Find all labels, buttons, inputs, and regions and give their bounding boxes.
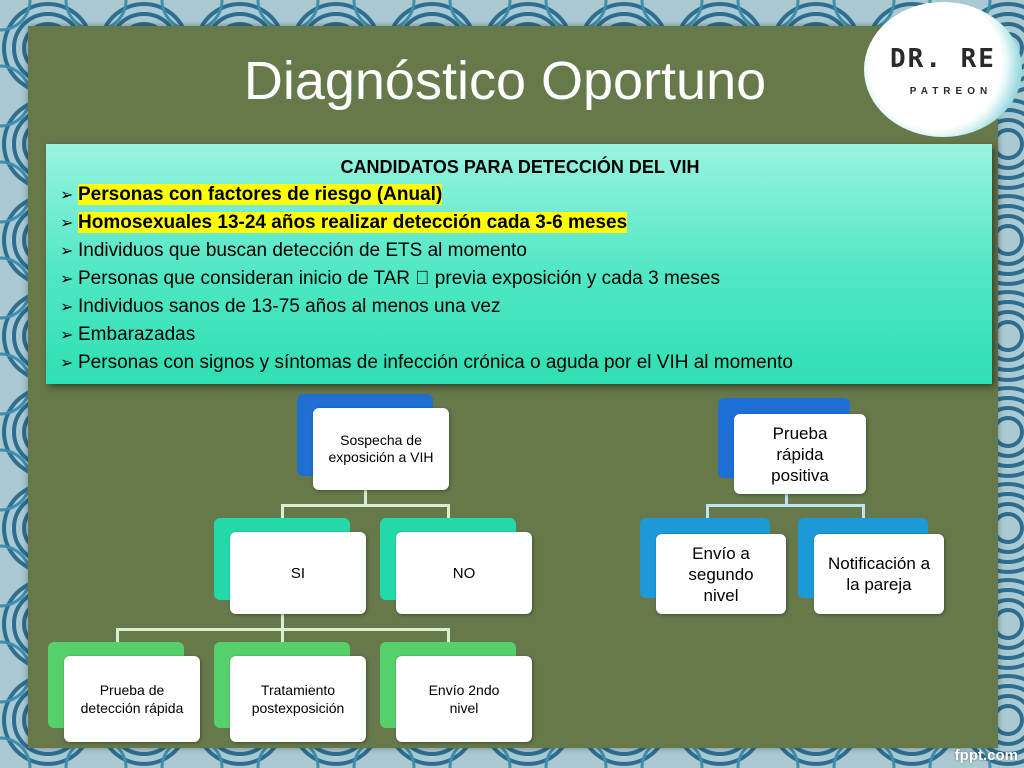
slide-panel	[28, 26, 998, 748]
arrow-bullet-icon: ➢	[60, 355, 74, 372]
logo-sub-text: PATREON	[909, 86, 993, 97]
node-second-level-referral: Envío 2ndo nivel	[380, 642, 532, 742]
node-rapid-test: Prueba de detección rápida	[48, 642, 200, 742]
candidates-heading: CANDIDATOS PARA DETECCIÓN DEL VIH	[340, 157, 700, 177]
slide-title: Diagnóstico Oportuno	[243, 51, 767, 111]
candidate-item: ➢ Personas que consideran inicio de TAR previa exposición y cada 3 meses	[60, 265, 992, 293]
flow-connector	[281, 628, 284, 642]
node-no: NO	[380, 518, 532, 614]
candidate-item: ➢ Embarazadas	[60, 321, 992, 349]
candidates-box	[46, 144, 992, 384]
dr-re-patreon-logo	[864, 2, 1022, 137]
flow-connector	[447, 628, 450, 642]
node-suspected-exposure: Sospecha de exposición a VIH	[297, 394, 449, 490]
flow-connector	[116, 628, 119, 642]
node-rapid-test-positive: Prueba rápida positiva	[718, 398, 866, 494]
flow-connector	[447, 504, 450, 518]
candidate-item: ➢ Personas con signos y síntomas de infección crónica o aguda por el VIH al momento	[60, 349, 992, 377]
fppt-brand: fppt.com	[954, 747, 1018, 764]
flow-connector	[281, 504, 449, 507]
flow-connector	[862, 504, 865, 518]
candidate-item: ➢ Individuos sanos de 13-75 años al menos una vez	[60, 293, 992, 321]
flow-connector	[281, 504, 284, 518]
node-si: SI	[214, 518, 366, 614]
arrow-bullet-icon: ➢	[60, 327, 74, 344]
node-second-level-referral: Envío a segundo nivel	[640, 518, 786, 614]
node-post-exposure-treatment: Tratamiento postexposición	[214, 642, 366, 742]
candidate-item: ➢ Personas con factores de riesgo (Anual)	[60, 181, 992, 209]
candidate-item: ➢ Individuos que buscan detección de ETS al momento	[60, 237, 992, 265]
logo-main-text: DR. RE	[890, 44, 996, 74]
arrow-bullet-icon: ➢	[60, 299, 74, 316]
flow-connector	[706, 504, 709, 518]
arrow-bullet-icon: ➢	[60, 215, 74, 232]
arrow-bullet-icon: ➢	[60, 271, 74, 288]
node-partner-notification: Notificación a la pareja	[798, 518, 944, 614]
candidates-list	[60, 181, 992, 377]
candidate-item: ➢ Homosexuales 13-24 años realizar detección cada 3-6 meses	[60, 209, 992, 237]
arrow-bullet-icon: ➢	[60, 187, 74, 204]
arrow-bullet-icon: ➢	[60, 243, 74, 260]
flow-connector	[706, 504, 864, 507]
